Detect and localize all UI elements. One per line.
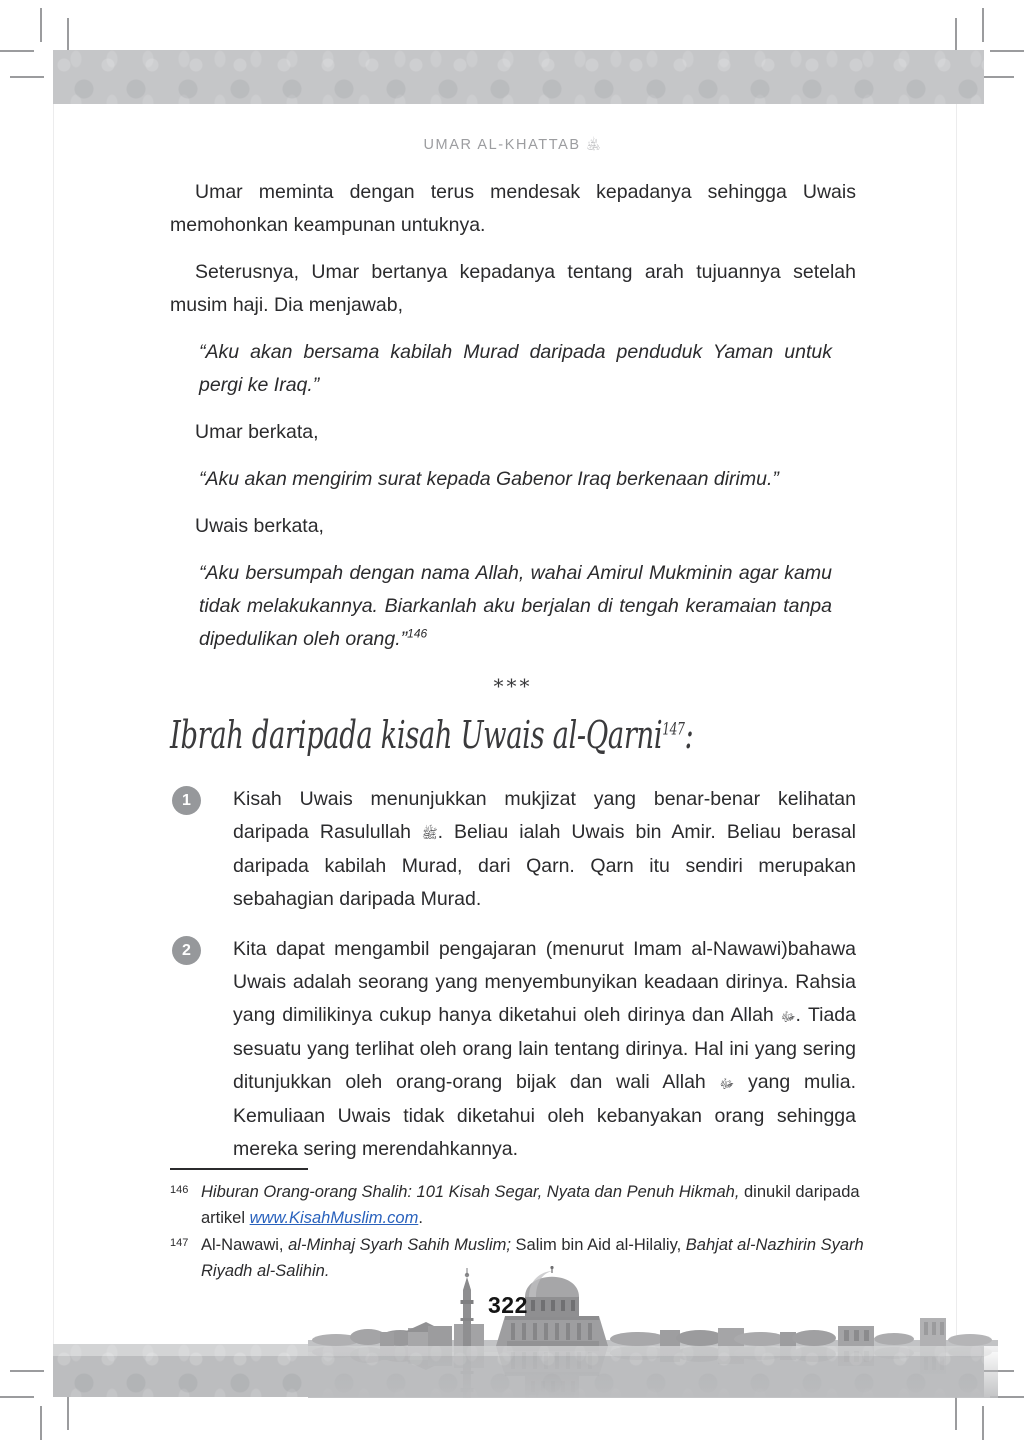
footnote-text: Salim bin Aid al-Hilaliy, bbox=[510, 1236, 686, 1254]
body-paragraph: Seterusnya, Umar bertanya kepadanya tentang arah tujuannya setelah musim haji. Dia menjawab, bbox=[170, 261, 856, 316]
crop-mark bbox=[10, 1370, 44, 1372]
crop-mark bbox=[982, 1406, 984, 1440]
jalla-jalaluhu-symbol: ﷻ bbox=[780, 1009, 796, 1024]
footnote-source-title: Bahjat al-Nazhirin Syarh Riyadh al-Salihin. bbox=[201, 1236, 864, 1280]
crop-mark bbox=[0, 1396, 34, 1398]
crop-mark bbox=[982, 8, 984, 42]
list-item bbox=[170, 783, 856, 916]
running-head-title: UMAR AL-KHATTAB bbox=[423, 137, 581, 153]
footnote-text: dinukil daripada artikel bbox=[201, 1183, 860, 1227]
footnote-marker: 147 bbox=[170, 1237, 189, 1249]
crop-mark bbox=[980, 76, 1014, 78]
list-item-text: . Tiada sesuatu yang terlihat oleh orang lain tentang dirinya. Hal ini yang sering ditunjukkan oleh orang-orang bijak dan wali Allah bbox=[233, 1004, 856, 1093]
crop-mark bbox=[955, 1396, 957, 1430]
ornamental-band-top bbox=[53, 50, 984, 104]
crop-mark bbox=[0, 50, 34, 52]
number-badge: 2 bbox=[172, 936, 201, 965]
body-paragraph: Uwais berkata, bbox=[195, 515, 324, 537]
body-paragraph: Umar meminta dengan terus mendesak kepadanya sehingga Uwais memohonkan keampunan untuknya. bbox=[170, 181, 856, 236]
list-item-text: Kisah Uwais menunjukkan mukjizat yang benar-benar kelihatan daripada Rasulullah bbox=[233, 788, 856, 843]
radiallahu-anhu-symbol: ﵁ bbox=[586, 137, 601, 152]
footnote-reference-146: 146 bbox=[407, 626, 428, 641]
crop-mark bbox=[955, 18, 957, 52]
crop-mark bbox=[40, 8, 42, 42]
crop-mark bbox=[67, 18, 69, 52]
asterisk-separator: *** bbox=[493, 674, 533, 698]
list-item-text: . Beliau ialah Uwais bin Amir. Beliau berasal daripada kabilah Murad, dari Qarn. Qarn itu sendiri merupakan sebahagian daripada Murad. bbox=[233, 821, 856, 910]
footnote-text: Al-Nawawi, bbox=[201, 1236, 289, 1254]
footnote-marker: 146 bbox=[170, 1184, 189, 1196]
footnote-text: . bbox=[418, 1209, 423, 1227]
list-item-text: yang mulia. Kemuliaan Uwais tidak diketahui oleh kebanyakan orang sehingga mereka sering merendahkannya. bbox=[233, 1071, 856, 1160]
crop-mark bbox=[990, 50, 1024, 52]
sallallahu-alayhi-wasallam-symbol: ﷺ bbox=[421, 826, 438, 841]
running-head bbox=[0, 137, 1024, 156]
block-quote: “Aku akan bersama kabilah Murad daripada penduduk Yaman untuk pergi ke Iraq.” bbox=[199, 341, 832, 396]
body-paragraph: Umar berkata, bbox=[195, 421, 319, 443]
kisahmuslim-link[interactable]: www.KisahMuslim.com bbox=[249, 1209, 419, 1227]
footnote-rule bbox=[170, 1168, 308, 1170]
crop-mark bbox=[40, 1406, 42, 1440]
block-quote: “Aku akan mengirim surat kepada Gabenor Iraq berkenaan dirimu.” bbox=[199, 468, 779, 490]
number-badge: 1 bbox=[172, 786, 201, 815]
section-heading-colon: : bbox=[684, 713, 694, 757]
quote-text: “Aku bersumpah dengan nama Allah, wahai Amirul Mukminin agar kamu tidak melakukannya. Biarkanlah aku berjalan di tengah keramaian tanpa dipedulikan oleh orang.” bbox=[199, 562, 832, 650]
list-item-text: Kita dapat mengambil pengajaran (menurut Imam al-Nawawi)bahawa Uwais adalah seorang yang menyembunyikan keadaan dirinya. Rahsia yang dimilikinya cukup hanya diketahui oleh dirinya dan Allah bbox=[233, 938, 856, 1026]
page-edge-left bbox=[53, 104, 54, 1345]
footnote-source-title: al-Minhaj Syarh Sahih Muslim; bbox=[288, 1236, 511, 1254]
footnote-146 bbox=[170, 1179, 870, 1231]
text-column bbox=[170, 176, 856, 1183]
crop-mark bbox=[10, 76, 44, 78]
footnote-reference-147: 147 bbox=[662, 719, 685, 740]
jalla-jalaluhu-symbol: ﷻ bbox=[719, 1076, 735, 1091]
section-heading bbox=[170, 713, 856, 757]
footnote-source-title: Hiburan Orang-orang Shalih: 101 Kisah Segar, Nyata dan Penuh Hikmah, bbox=[201, 1183, 740, 1201]
page-number: 322 bbox=[488, 1292, 528, 1318]
mosque-skyline-image bbox=[308, 1266, 998, 1398]
block-quote bbox=[170, 557, 856, 656]
section-heading-text: Ibrah daripada kisah Uwais al-Qarni bbox=[170, 713, 663, 757]
list-item bbox=[170, 933, 856, 1166]
page-edge-right bbox=[956, 104, 957, 1345]
crop-mark bbox=[67, 1396, 69, 1430]
